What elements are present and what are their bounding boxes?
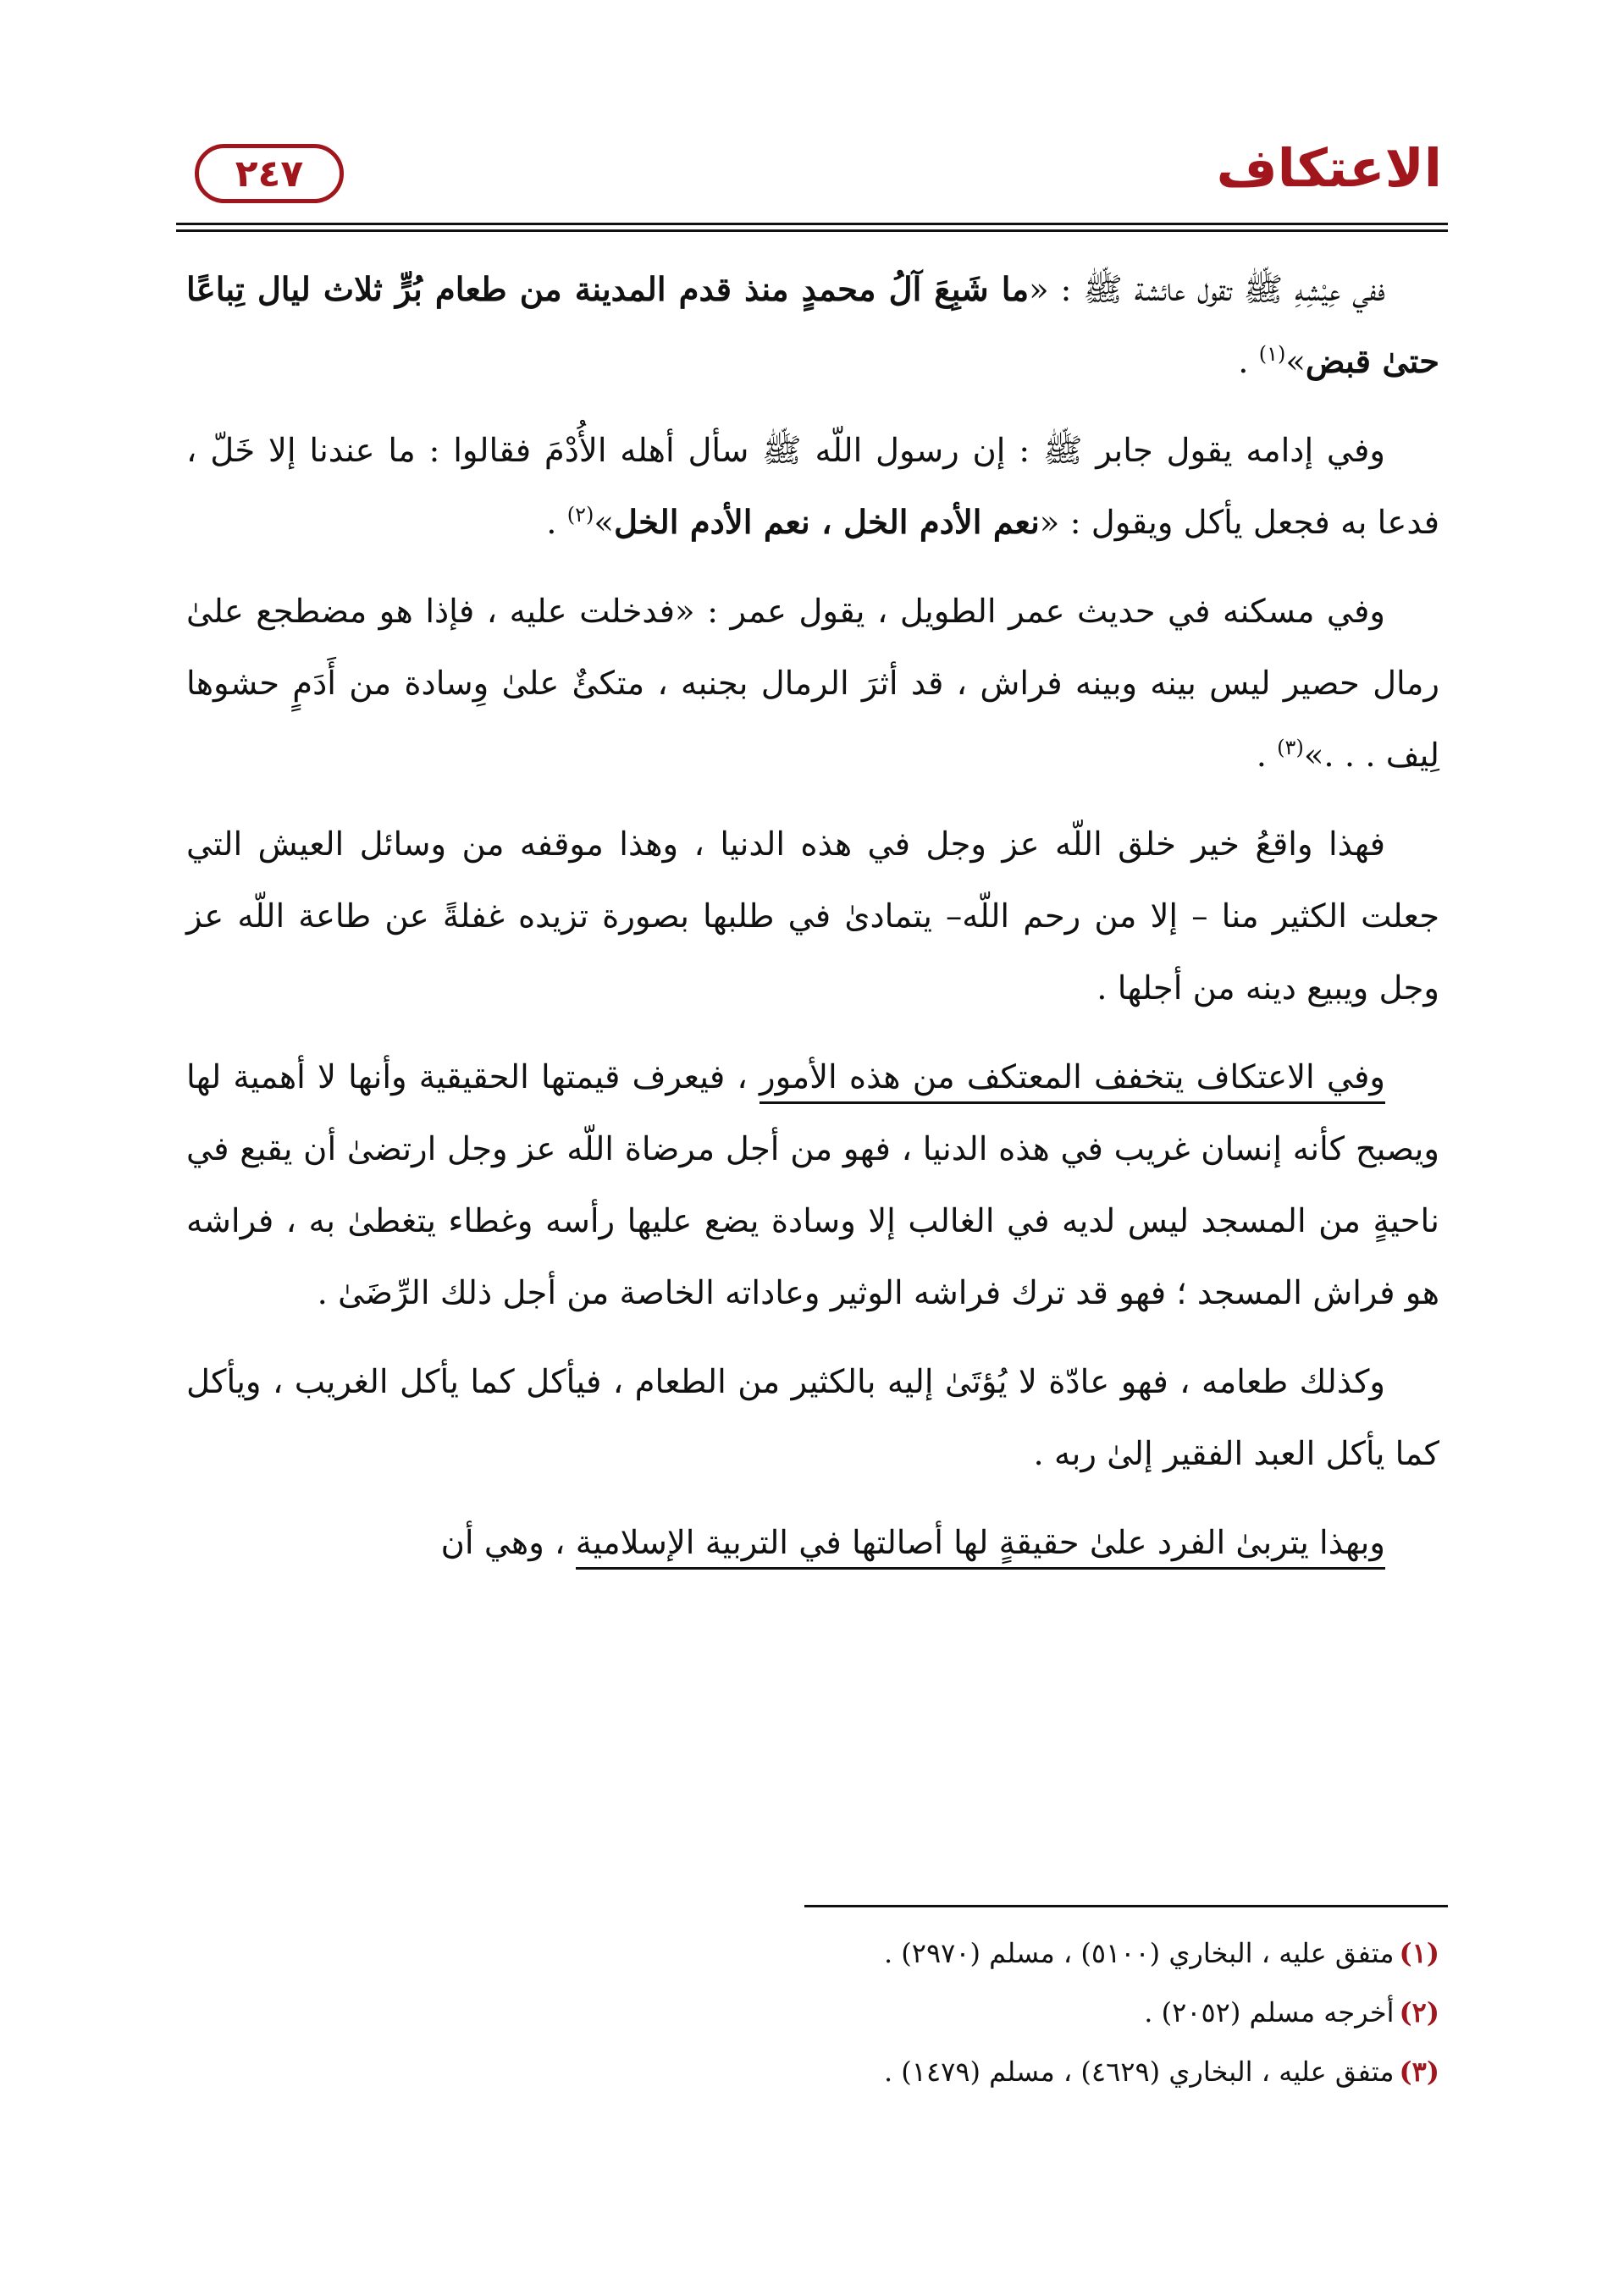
text-run: » (594, 504, 614, 542)
paragraph (186, 809, 1439, 1024)
text-run: وبهذا يتربىٰ الفرد علىٰ حقيقةٍ لها أصالتها في التربية الإسلامية (576, 1524, 1385, 1570)
text-run: . (1238, 343, 1259, 381)
text-run: . (1256, 737, 1278, 775)
header-rule-top (176, 223, 1448, 225)
body-text (186, 254, 1439, 1596)
footnote-text: متفق عليه ، البخاري (٤٦٢٩) ، مسلم (١٤٧٩) . (883, 2056, 1395, 2088)
paragraph (186, 254, 1439, 398)
paragraph (186, 1041, 1439, 1329)
paragraph (186, 1507, 1439, 1579)
header-rule-bottom (176, 229, 1448, 232)
footnotes (508, 1923, 1439, 2101)
footnote-1 (508, 1923, 1439, 1983)
paragraph (186, 415, 1439, 559)
text-run: ففي عِيْشِهِ ﷺ تقول عائشة ﷺ : « (1029, 271, 1385, 309)
chapter-title: الاعتكاف (1216, 137, 1442, 199)
paragraph (186, 576, 1439, 792)
paragraph (186, 1346, 1439, 1490)
footnote-number: (٣) (1399, 2056, 1439, 2088)
footnote-reference: (٣) (1277, 736, 1304, 760)
footnote-reference: (٢) (566, 503, 594, 527)
text-run: نعم الأدم الخل ، نعم الأدم الخل (613, 504, 1040, 542)
footnote-3 (508, 2042, 1439, 2101)
footnote-separator (804, 1905, 1448, 1907)
text-run: . (546, 504, 567, 542)
text-run: وفي الاعتكاف يتخفف المعتكف من هذه الأمور (760, 1058, 1385, 1104)
text-run: وفي مسكنه في حديث عمر الطويل ، يقول عمر : «فدخلت عليه ، فإذا هو مضطجع علىٰ رمال حصير ليس بينه وبينه فراش ، قد أثرَ الرمال بجنبه ، متكئٌ علىٰ وِسادة من أَدَمٍ حشوها لِيف . . .» (186, 593, 1439, 775)
footnote-text: أخرجه مسلم (٢٠٥٢) . (1144, 1996, 1395, 2028)
text-run: وفي إدامه يقول جابر ﷺ : إن رسول اللّه ﷺ سأل أهله الأُدْمَ فقالوا : ما عندنا إلا خَلّ ، فدعا به فجعل يأكل ويقول : « (186, 432, 1439, 542)
footnote-number: (١) (1399, 1937, 1439, 1969)
text-run: ، وهي أن (440, 1524, 576, 1562)
footnote-text: متفق عليه ، البخاري (٥١٠٠) ، مسلم (٢٩٧٠) . (883, 1937, 1395, 1969)
footnote-number: (٢) (1399, 1996, 1439, 2028)
text-run: » (1285, 343, 1306, 381)
page-number: ٢٤٧ (235, 152, 304, 196)
text-run: ما شَبِعَ آلُ محمدٍ منذ قدم المدينة من طعام بُرٍّ ثلاث ليال تِباعًا حتىٰ قبض (186, 271, 1439, 381)
text-run: وكذلك طعامه ، فهو عادّة لا يُؤتَىٰ إليه بالكثير من الطعام ، فيأكل كما يأكل الغريب ، ويأكل كما يأكل العبد الفقير إلىٰ ربه . (186, 1363, 1439, 1473)
text-run: ، فيعرف قيمتها الحقيقية وأنها لا أهمية لها ويصبح كأنه إنسان غريب في هذه الدنيا ، فهو من أجل مرضاة اللّه عز وجل ارتضىٰ أن يقبع في ناحيةٍ من المسجد ليس لديه في الغالب إلا وسادة يضع عليها رأسه وغطاء يتغطىٰ به ، فراشه هو فراش المسجد ؛ فهو قد ترك فراشه الوثير وعاداته الخاصة من أجل ذلك الرِّضَىٰ . (186, 1058, 1439, 1312)
footnote-reference: (١) (1258, 342, 1286, 367)
footnote-2 (508, 1983, 1439, 2042)
text-run: فهذا واقعُ خير خلق اللّه عز وجل في هذه الدنيا ، وهذا موقفه من وسائل العيش التي جعلت الكثير منا – إلا من رحم اللّه– يتمادىٰ في طلبها بصورة تزيده غفلةً عن طاعة اللّه عز وجل ويبيع دينه من أجلها . (186, 825, 1439, 1007)
page-number-badge (195, 144, 344, 203)
